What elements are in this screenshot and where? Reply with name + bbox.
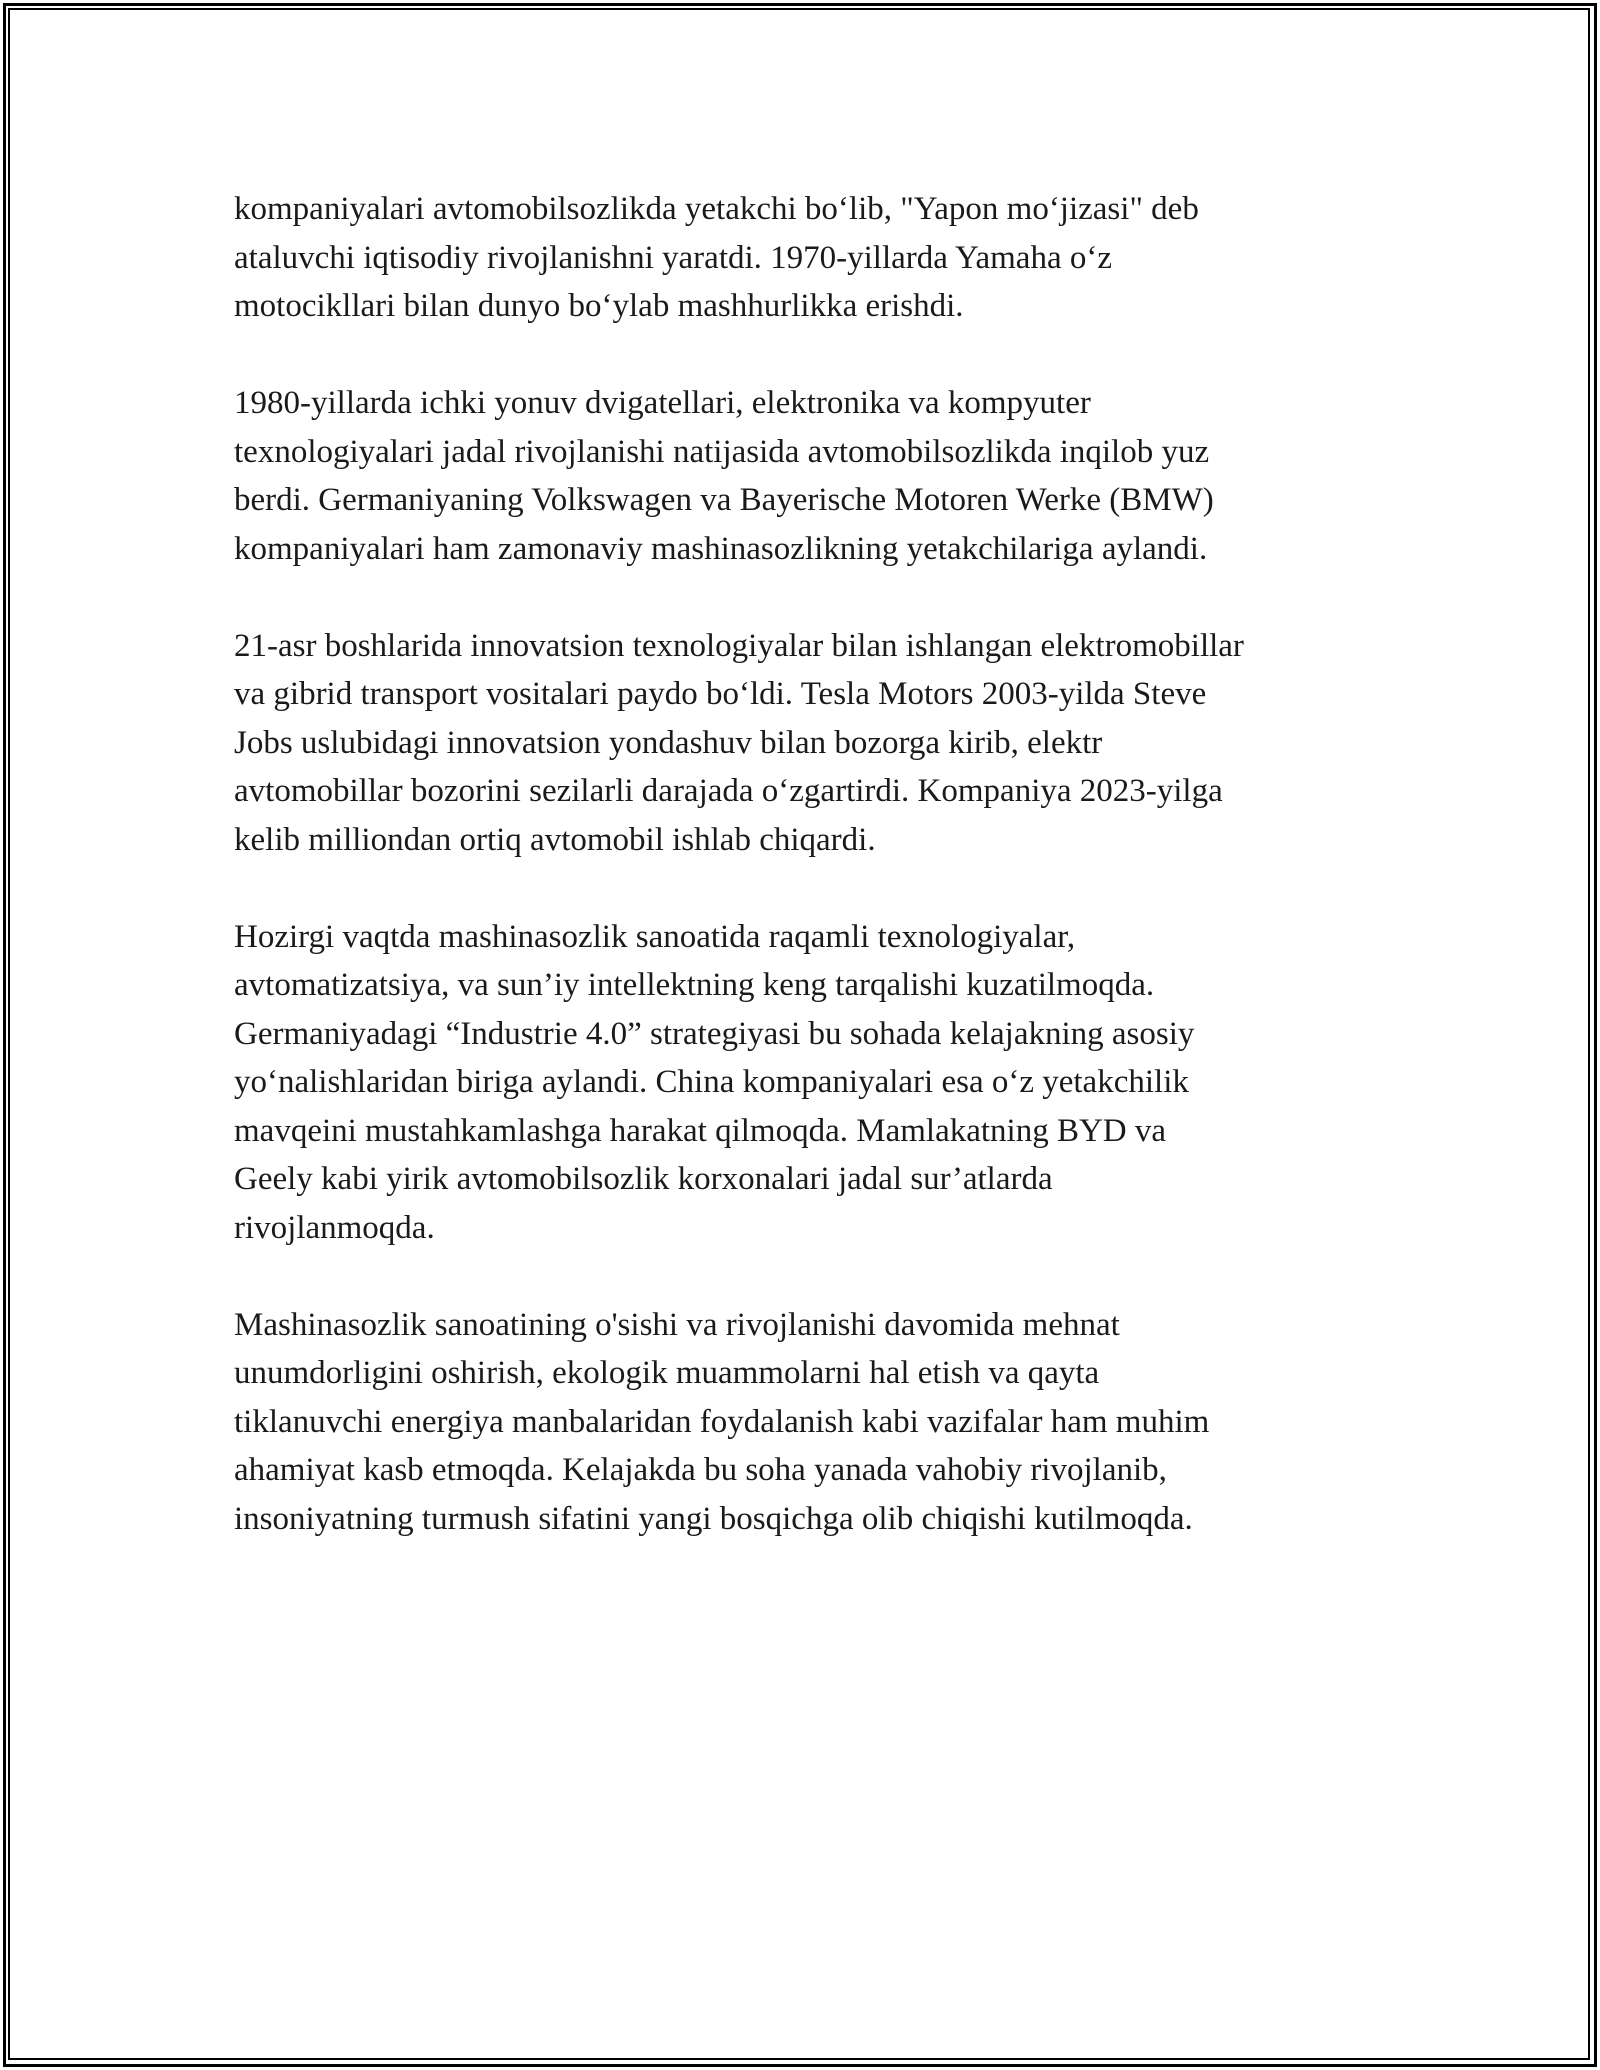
paragraph-4: Hozirgi vaqtda mashinasozlik sanoatida raqamli texnologiyalar, avtomatizatsiya, va sun’iy intellektning keng tarqalishi kuzatilmoqda. Germaniyadagi “Industrie 4.0” strategiyasi bu sohada kelajakning asosiy yoʻnalishlaridan biriga aylandi. China kompaniyalari esa oʻz yetakchilik mavqeini mustahkamlashga harakat qilmoqda. Mamlakatning BYD va Geely kabi yirik avtomobilsozlik korxonalari jadal sur’atlarda rivojlanmoqda. — [234, 918, 1195, 1246]
paragraph-5: Mashinasozlik sanoatining o'sishi va rivojlanishi davomida mehnat unumdorligini oshirish, ekologik muammolarni hal etish va qayta tiklanuvchi energiya manbalaridan foydalanish kabi vazifalar ham muhim ahamiyat kasb etmoqda. Kelajakda bu soha yanada vahobiy rivojlanib, insoniyatning turmush sifatini yangi bosqichga olib chiqishi kutilmoqda. — [234, 1306, 1210, 1537]
paragraph-2: 1980-yillarda ichki yonuv dvigatellari, elektronika va kompyuter texnologiyalari jadal rivojlanishi natijasida avtomobilsozlikda inqilob yuz berdi. Germaniyaning Volkswagen va Bayerische Motoren Werke (BMW) kompaniyalari ham zamonaviy mashinasozlikning yetakchilariga aylandi. — [234, 385, 1214, 567]
document-body — [234, 185, 1384, 1592]
paragraph-1: kompaniyalari avtomobilsozlikda yetakchi boʻlib, "Yapon moʻjizasi" deb ataluvchi iqtisodiy rivojlanishni yaratdi. 1970-yillarda Yamaha oʻz motocikllari bilan dunyo boʻylab mashhurlikka erishdi. — [234, 191, 1199, 324]
paragraph-3: 21-asr boshlarida innovatsion texnologiyalar bilan ishlangan elektromobillar va gibrid transport vositalari paydo boʻldi. Tesla Motors 2003-yilda Steve Jobs uslubidagi innovatsion yondashuv bilan bozorga kirib, elektr avtomobillar bozorini sezilarli darajada oʻzgartirdi. Kompaniya 2023-yilga kelib milliondan ortiq avtomobil ishlab chiqardi. — [234, 627, 1244, 858]
